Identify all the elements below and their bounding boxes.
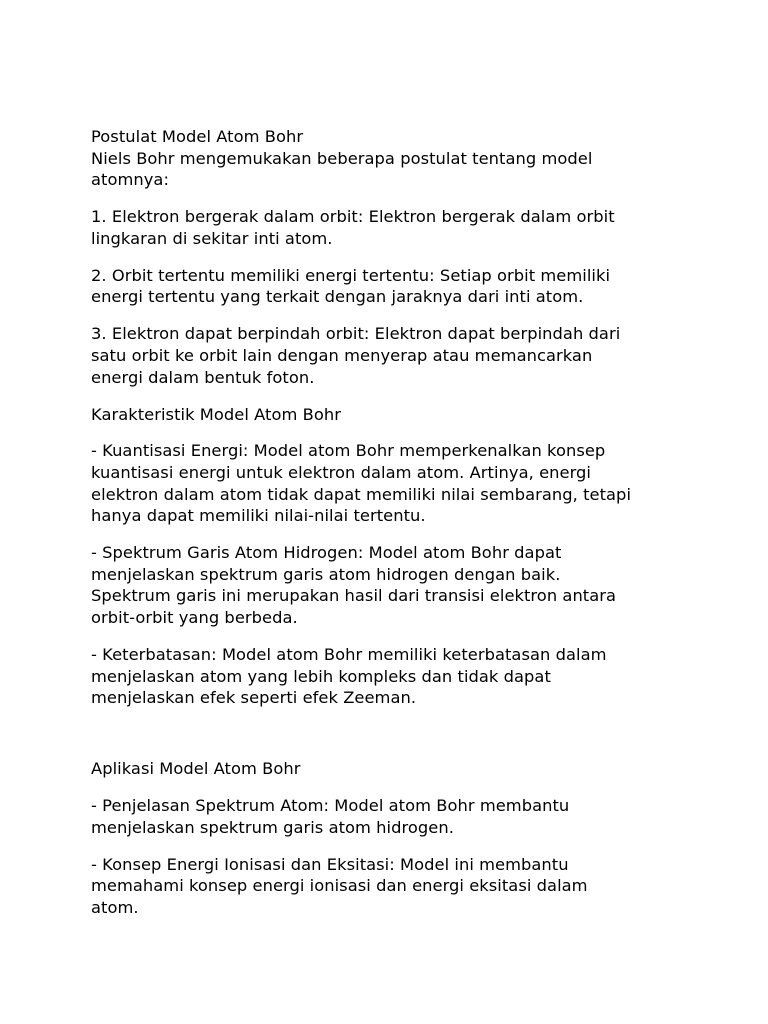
characteristic-item-1: - Kuantisasi Energi: Model atom Bohr memperkenalkan konsep kuantisasi energi untuk elektron dalam atom. Artinya, energi elektron dalam atom tidak dapat memiliki nilai sembarang, tetapi hanya dapat memiliki nilai-nilai tertentu. bbox=[91, 441, 632, 526]
section-spacer bbox=[91, 724, 681, 758]
section-intro-postulat: Niels Bohr mengemukakan beberapa postulat tentang model atomnya: bbox=[91, 148, 593, 190]
postulate-item-2: 2. Orbit tertentu memiliki energi tertentu: Setiap orbit memiliki energi tertentu yang terkait dengan jaraknya dari inti atom. bbox=[91, 265, 611, 307]
section-title-postulat: Postulat Model Atom Bohr bbox=[91, 127, 304, 146]
characteristic-item-3: - Keterbatasan: Model atom Bohr memiliki keterbatasan dalam menjelaskan atom yang lebih kompleks dan tidak dapat menjelaskan efek seperti efek Zeeman. bbox=[91, 645, 607, 708]
postulate-item-1: 1. Elektron bergerak dalam orbit: Elektron bergerak dalam orbit lingkaran di sekitar inti atom. bbox=[91, 207, 615, 248]
document-body bbox=[91, 126, 681, 934]
section-title-aplikasi: Aplikasi Model Atom Bohr bbox=[91, 759, 301, 779]
application-item-1: - Penjelasan Spektrum Atom: Model atom Bohr membantu menjelaskan spektrum garis atom hidrogen. bbox=[91, 796, 570, 837]
section-title-karakteristik: Karakteristik Model Atom Bohr bbox=[91, 404, 341, 424]
postulate-item-3: 3. Elektron dapat berpindah orbit: Elektron dapat berpindah dari satu orbit ke orbit lain dengan menyerap atau memancarkan energi dalam bentuk foton. bbox=[91, 324, 621, 387]
application-item-2: - Konsep Energi Ionisasi dan Eksitasi: Model ini membantu memahami konsep energi ionisasi dan energi eksitasi dalam atom. bbox=[91, 854, 588, 917]
characteristic-item-2: - Spektrum Garis Atom Hidrogen: Model atom Bohr dapat menjelaskan spektrum garis atom hidrogen dengan baik. Spektrum garis ini merupakan hasil dari transisi elektron antara orbit-orbit yang berbeda. bbox=[91, 543, 617, 628]
